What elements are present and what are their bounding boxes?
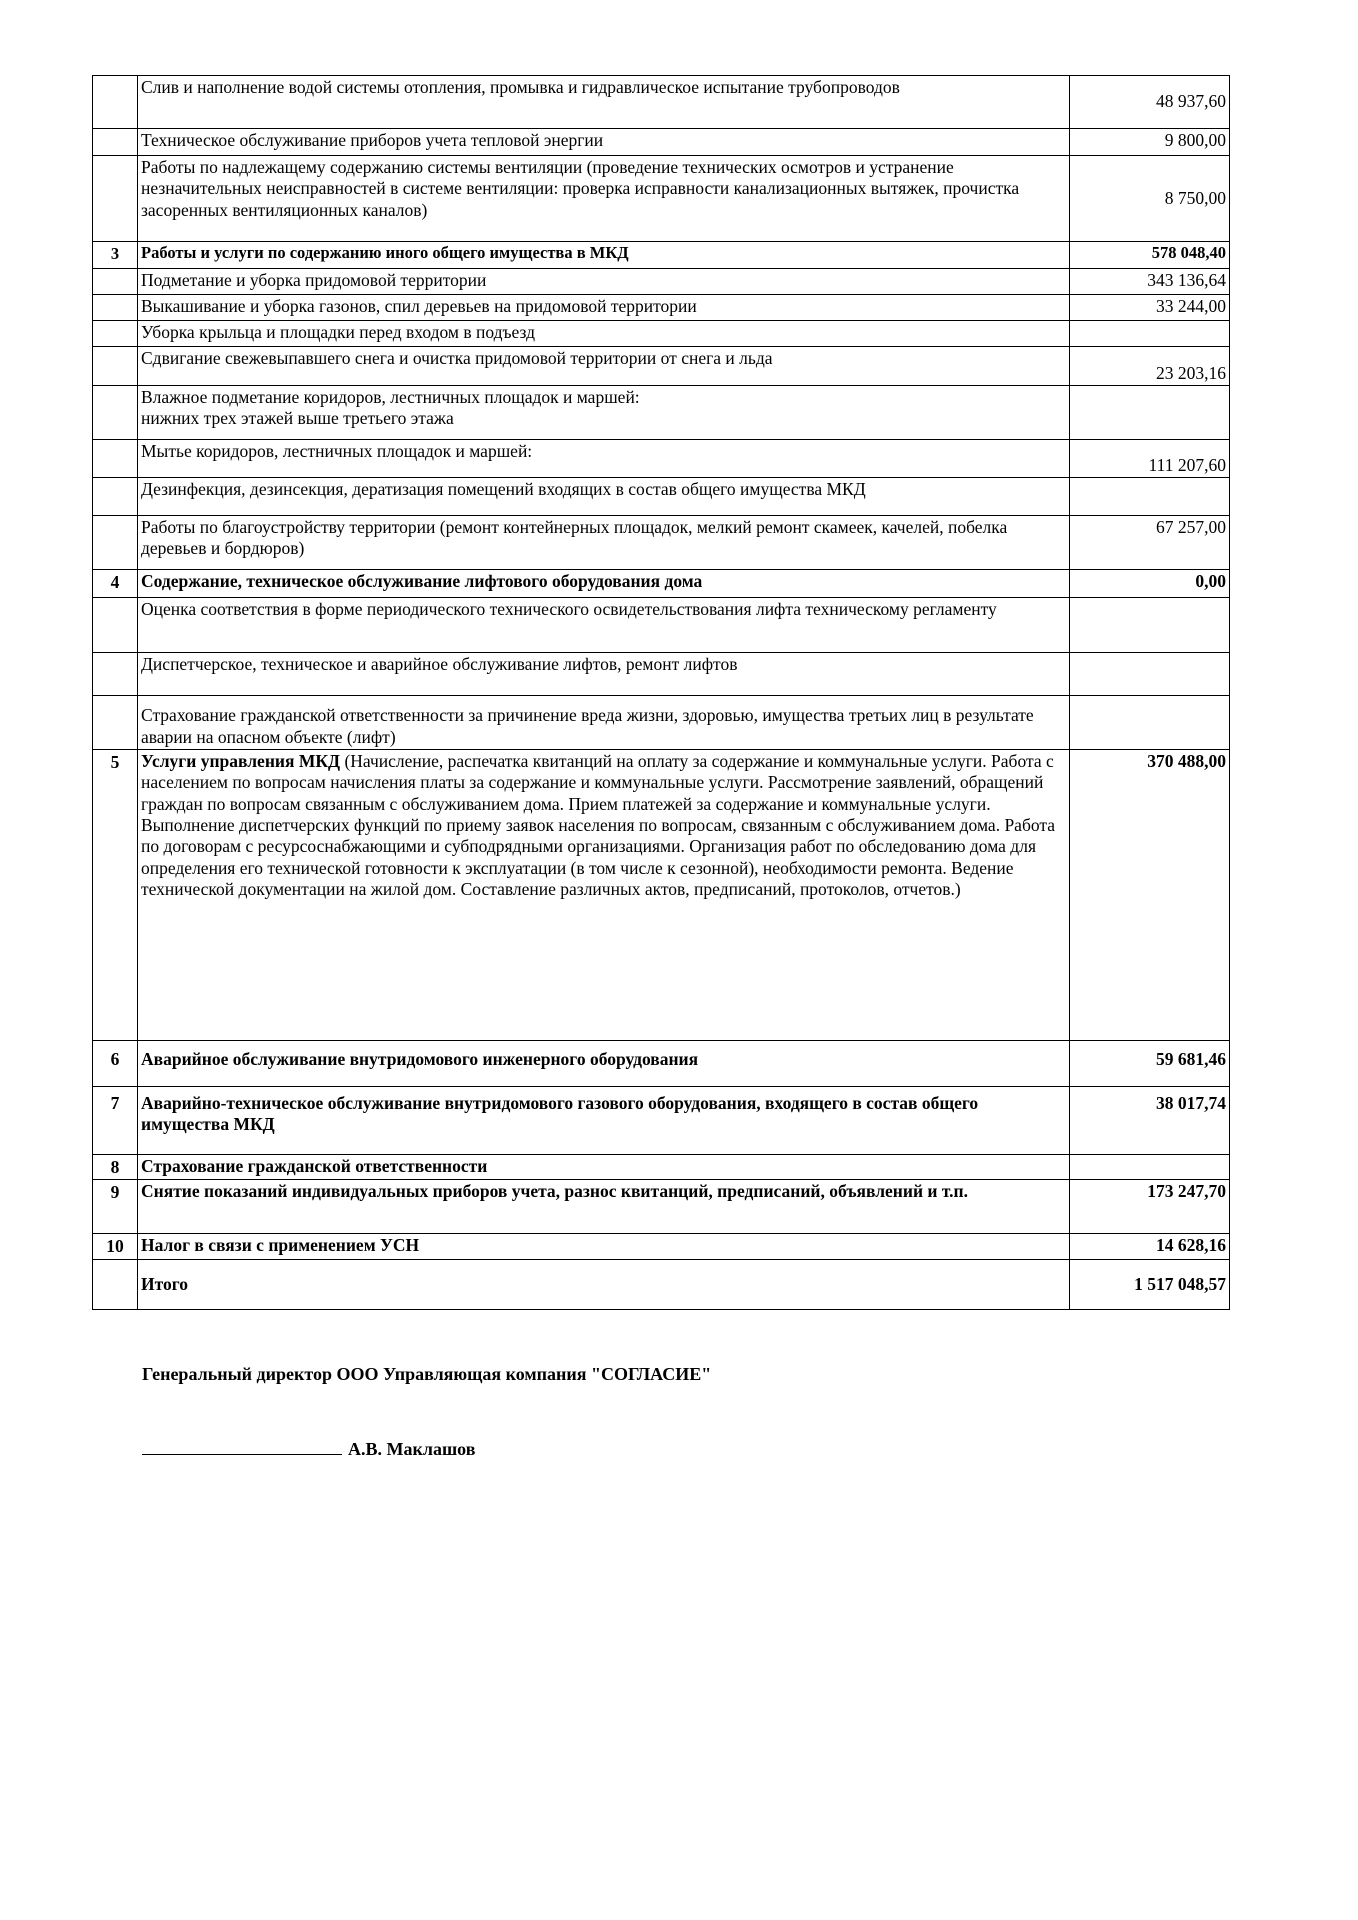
table-row xyxy=(93,653,1230,696)
row-amount: 9 800,00 xyxy=(1070,129,1230,156)
row-amount: 370 488,00 xyxy=(1070,750,1230,1041)
table-row-section-6 xyxy=(93,1041,1230,1087)
row-amount: 59 681,46 xyxy=(1070,1041,1230,1087)
table-row-section-4 xyxy=(93,570,1230,598)
row-amount xyxy=(1070,386,1230,440)
table-row xyxy=(93,478,1230,516)
row-description: Слив и наполнение водой системы отопления, промывка и гидравлическое испытание трубопроводов xyxy=(138,76,1070,129)
row-description xyxy=(138,386,1070,440)
row-description: Работы и услуги по содержанию иного общего имущества в МКД xyxy=(138,242,1070,269)
row-number xyxy=(93,269,138,295)
row-description: Работы по надлежащему содержанию системы вентиляции (проведение технических осмотров и устранение незначительных неисправностей в системе вентиляции: проверка исправности канализационных вытяжек, прочистка засоренных вентиляционных каналов) xyxy=(138,156,1070,242)
row-amount: 23 203,16 xyxy=(1070,347,1230,386)
row-amount xyxy=(1070,1155,1230,1180)
row-description: Техническое обслуживание приборов учета тепловой энергии xyxy=(138,129,1070,156)
row-amount: 1 517 048,57 xyxy=(1070,1260,1230,1310)
row-amount: 173 247,70 xyxy=(1070,1180,1230,1234)
row-description: Снятие показаний индивидуальных приборов учета, разнос квитанций, предписаний, объявлений и т.п. xyxy=(138,1180,1070,1234)
row-amount: 343 136,64 xyxy=(1070,269,1230,295)
director-position: Генеральный директор ООО Управляющая компания "СОГЛАСИЕ" xyxy=(142,1364,712,1384)
row-amount xyxy=(1070,598,1230,653)
row-number xyxy=(93,386,138,440)
row-description: Мытье коридоров, лестничных площадок и маршей: xyxy=(138,440,1070,478)
table-row xyxy=(93,347,1230,386)
table-row-section-7 xyxy=(93,1087,1230,1155)
row-number: 5 xyxy=(93,750,138,1041)
table-row xyxy=(93,516,1230,570)
row-amount xyxy=(1070,653,1230,696)
row-description: Аварийно-техническое обслуживание внутридомового газового оборудования, входящего в состав общего имущества МКД xyxy=(138,1087,1070,1155)
row-number xyxy=(93,696,138,750)
row-number xyxy=(93,129,138,156)
row-amount xyxy=(1070,321,1230,347)
row-amount: 14 628,16 xyxy=(1070,1234,1230,1260)
row-description: Оценка соответствия в форме периодического технического освидетельствования лифта техническому регламенту xyxy=(138,598,1070,653)
row-amount xyxy=(1070,696,1230,750)
row-number xyxy=(93,598,138,653)
row-number xyxy=(93,76,138,129)
row-number xyxy=(93,321,138,347)
table-row xyxy=(93,76,1230,129)
table-row xyxy=(93,440,1230,478)
row-description: Выкашивание и уборка газонов, спил деревьев на придомовой территории xyxy=(138,295,1070,321)
row-description: Аварийное обслуживание внутридомового инженерного оборудования xyxy=(138,1041,1070,1087)
table-row-section-10 xyxy=(93,1234,1230,1260)
row-number xyxy=(93,1260,138,1310)
row-details: (Начисление, распечатка квитанций на оплату за содержание и коммунальные услуги. Работа с населением по вопросам начисления платы за содержание и коммунальные услуги. Рассмотрение заявлений, обращений граждан по вопросам связанным с обслуживанием дома. Прием платежей за содержание и коммунальные услуги. Выполнение диспетчерских функций по приему заявок населения по вопросам, связанным с обслуживанием дома. Работа по договорам с ресурсоснабжающими и субподрядными организациями. Организация работ по обследованию дома для определения его технической готовности к эксплуатации (в том числе к сезонной), необходимости ремонта. Ведение технической документации на жилой дом. Составление различных актов, предписаний, протоколов, отчетов.) xyxy=(141,751,1055,900)
table-row xyxy=(93,295,1230,321)
row-number: 6 xyxy=(93,1041,138,1087)
row-description: Подметание и уборка придомовой территории xyxy=(138,269,1070,295)
row-description: Налог в связи с применением УСН xyxy=(138,1234,1070,1260)
row-number xyxy=(93,156,138,242)
table-row xyxy=(93,696,1230,750)
table-row xyxy=(93,129,1230,156)
row-amount: 67 257,00 xyxy=(1070,516,1230,570)
row-number xyxy=(93,347,138,386)
table-row-section-9 xyxy=(93,1180,1230,1234)
row-description: Дезинфекция, дезинсекция, дератизация помещений входящих в состав общего имущества МКД xyxy=(138,478,1070,516)
row-amount: 33 244,00 xyxy=(1070,295,1230,321)
row-amount: 111 207,60 xyxy=(1070,440,1230,478)
row-number: 8 xyxy=(93,1155,138,1180)
table-row xyxy=(93,598,1230,653)
table-row xyxy=(93,386,1230,440)
row-description: Работы по благоустройству территории (ремонт контейнерных площадок, мелкий ремонт скамеек, качелей, побелка деревьев и бордюров) xyxy=(138,516,1070,570)
table-row xyxy=(93,156,1230,242)
row-description-line-2: нижних трех этажей выше третьего этажа xyxy=(141,408,454,429)
table-row-section-3 xyxy=(93,242,1230,269)
row-number xyxy=(93,478,138,516)
table-row-section-5 xyxy=(93,750,1230,1041)
row-title: Услуги управления МКД xyxy=(141,751,341,771)
table-row xyxy=(93,321,1230,347)
row-amount: 8 750,00 xyxy=(1070,156,1230,242)
table-row-section-8 xyxy=(93,1155,1230,1180)
signature-block xyxy=(142,1439,475,1460)
row-number xyxy=(93,653,138,696)
row-number xyxy=(93,516,138,570)
row-number xyxy=(93,295,138,321)
row-description: Диспетчерское, техническое и аварийное обслуживание лифтов, ремонт лифтов xyxy=(138,653,1070,696)
row-number: 10 xyxy=(93,1234,138,1260)
row-number: 4 xyxy=(93,570,138,598)
row-amount: 48 937,60 xyxy=(1070,76,1230,129)
row-number: 7 xyxy=(93,1087,138,1155)
row-number xyxy=(93,440,138,478)
row-number: 9 xyxy=(93,1180,138,1234)
row-description: Сдвигание свежевыпавшего снега и очистка придомовой территории от снега и льда xyxy=(138,347,1070,386)
row-description: Страхование гражданской ответственности за причинение вреда жизни, здоровью, имущества третьих лиц в результате аварии на опасном объекте (лифт) xyxy=(138,696,1070,750)
cost-table xyxy=(92,75,1230,1310)
table-row-total xyxy=(93,1260,1230,1310)
row-description: Страхование гражданской ответственности xyxy=(138,1155,1070,1180)
row-amount xyxy=(1070,478,1230,516)
row-description: Содержание, техническое обслуживание лифтового оборудования дома xyxy=(138,570,1070,598)
row-description: Итого xyxy=(138,1260,1070,1310)
signature-line xyxy=(142,1440,342,1455)
table-row xyxy=(93,269,1230,295)
row-description-line-1: Влажное подметание коридоров, лестничных площадок и маршей: xyxy=(141,387,640,407)
row-amount: 38 017,74 xyxy=(1070,1087,1230,1155)
row-number: 3 xyxy=(93,242,138,269)
row-amount: 0,00 xyxy=(1070,570,1230,598)
row-description xyxy=(138,750,1070,1041)
signer-name: А.В. Маклашов xyxy=(348,1439,476,1459)
row-description: Уборка крыльца и площадки перед входом в подъезд xyxy=(138,321,1070,347)
row-amount: 578 048,40 xyxy=(1070,242,1230,269)
